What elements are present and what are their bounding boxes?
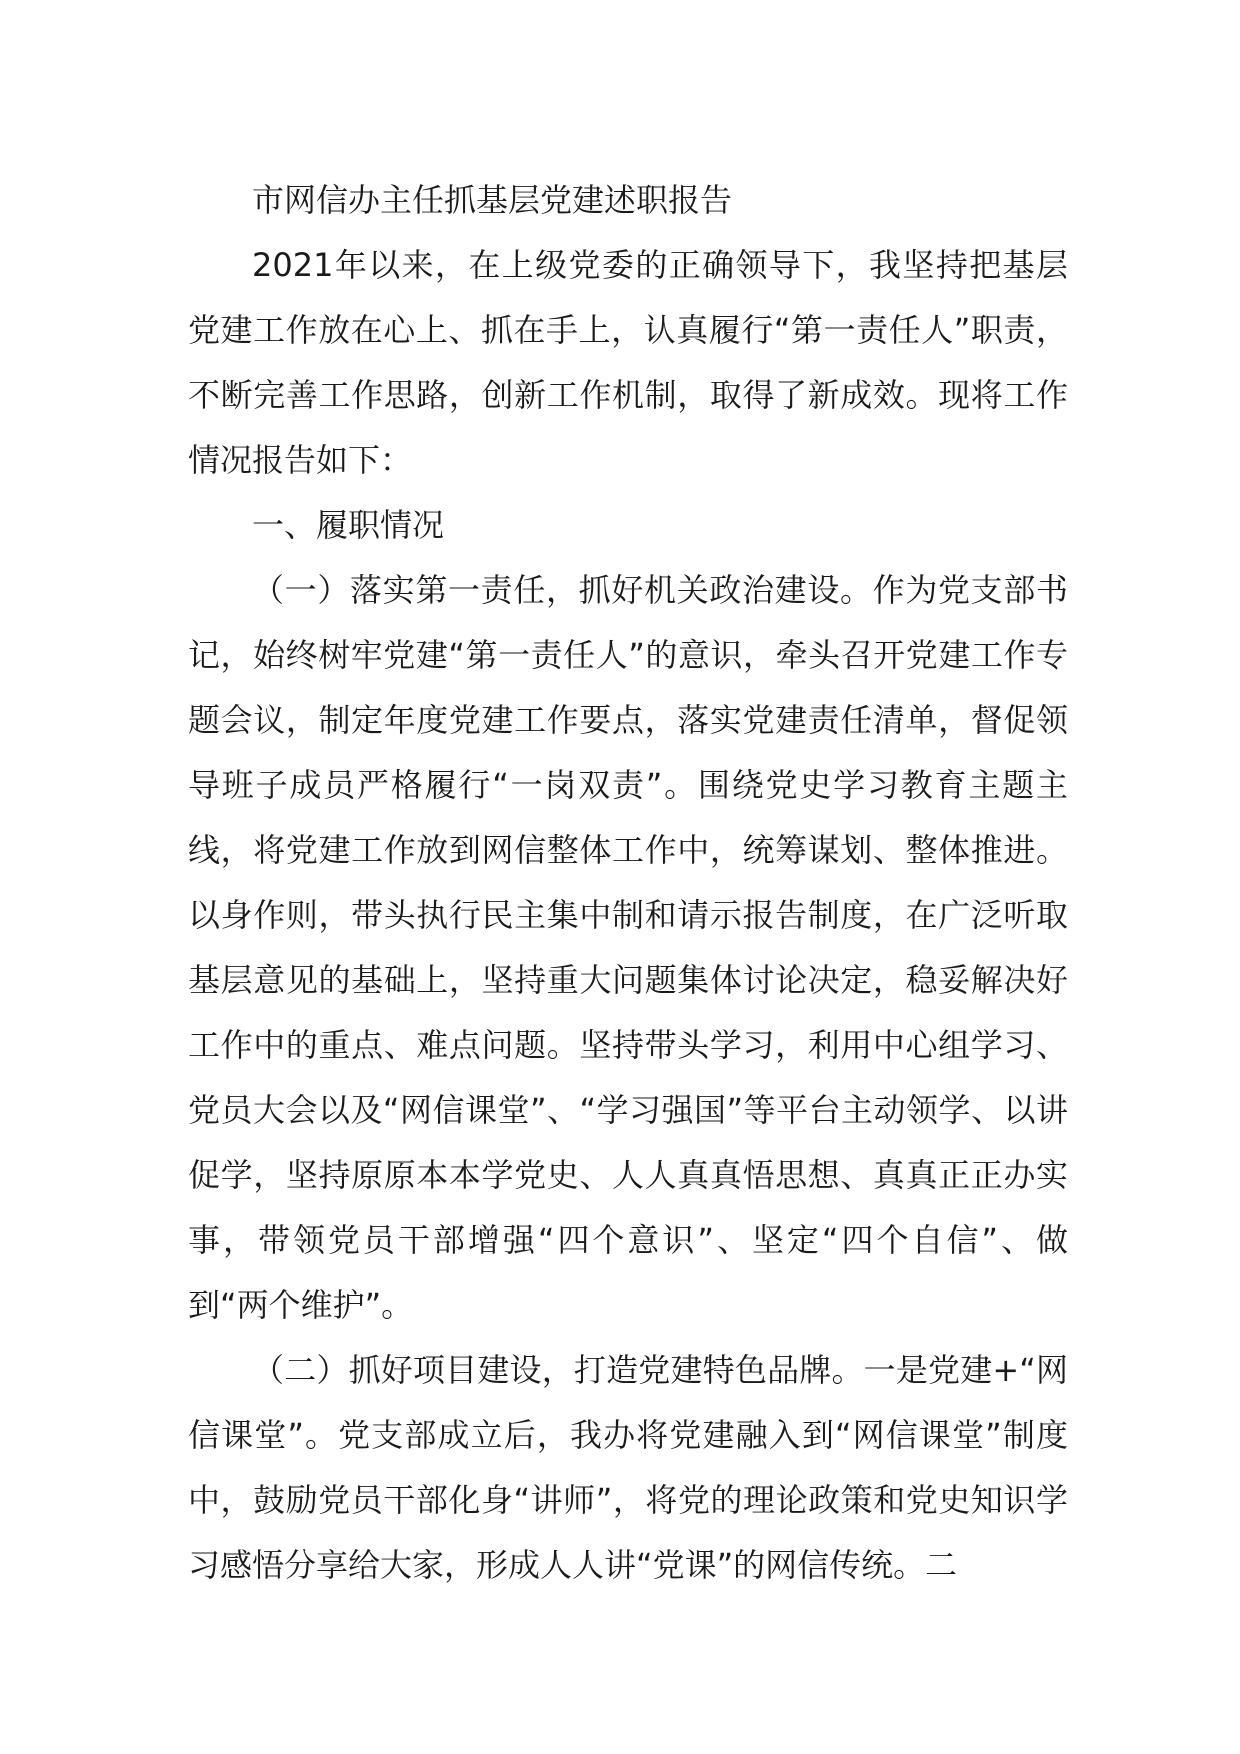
document-title: 市网信办主任抓基层党建述职报告 xyxy=(252,181,733,219)
intro-paragraph: 2021年以来，在上级党委的正确领导下，我坚持把基层党建工作放在心上、抓在手上，认真履行“第一责任人”职责，不断完善工作思路，创新工作机制，取得了新成效。现将工作情况报告如下： xyxy=(188,246,1068,479)
document-body xyxy=(188,168,1068,1598)
body-paragraph: （一）落实第一责任，抓好机关政治建设。作为党支部书记，始终树牢党建“第一责任人”的意识，牵头召开党建工作专题会议，制定年度党建工作要点，落实党建责任清单，督促领导班子成员严格履行“一岗双责”。围绕党史学习教育主题主线，将党建工作放到网信整体工作中，统筹谋划、整体推进。以身作则，带头执行民主集中制和请示报告制度，在广泛听取基层意见的基础上，坚持重大问题集体讨论决定，稳妥解决好工作中的重点、难点问题。坚持带头学习，利用中心组学习、党员大会以及“网信课堂”、“学习强国”等平台主动领学、以讲促学，坚持原原本本学党史、人人真真悟思想、真真正正办实事，带领党员干部增强“四个意识”、坚定“四个自信”、做到“两个维护”。 xyxy=(188,571,1068,1324)
body-paragraph: （二）抓好项目建设，打造党建特色品牌。一是党建+“网信课堂”。党支部成立后，我办将党建融入到“网信课堂”制度中，鼓励党员干部化身“讲师”，将党的理论政策和党史知识学习感悟分享给大家，形成人人讲“党课”的网信传统。二 xyxy=(188,1351,1068,1584)
section-heading: 一、履职情况 xyxy=(252,506,445,544)
